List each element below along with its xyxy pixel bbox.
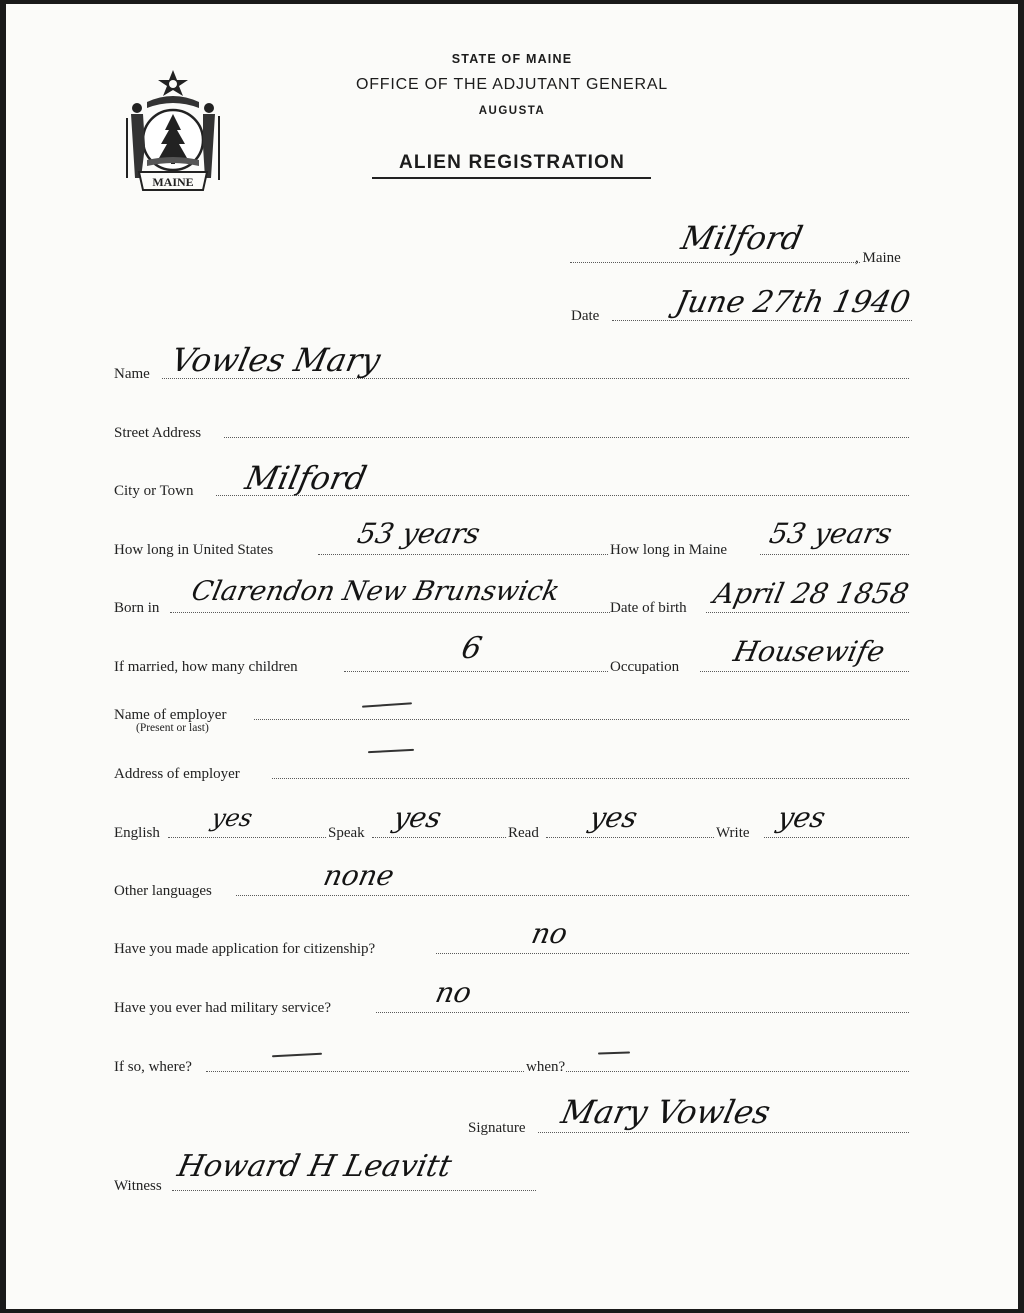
other-languages-line [236, 895, 909, 896]
if-so-where-line [206, 1071, 524, 1072]
children-label: If married, how many children [114, 659, 298, 675]
street-line [224, 437, 909, 438]
date-line [612, 320, 912, 321]
title-underline [372, 177, 651, 179]
witness-label: Witness [114, 1178, 162, 1194]
maine-label: , Maine [855, 250, 901, 266]
write-line [764, 837, 909, 838]
occupation-line [700, 671, 909, 672]
employer-address-label: Address of employer [114, 766, 240, 782]
when-line [566, 1071, 909, 1072]
speak-line [372, 837, 506, 838]
city-label: City or Town [114, 483, 194, 499]
header-office: OFFICE OF THE ADJUTANT GENERAL [355, 76, 669, 93]
signature-value: Mary Vowles [557, 1093, 774, 1131]
military-value: no [432, 976, 475, 1009]
date-of-birth-label: Date of birth [610, 600, 687, 616]
employer-address-line [272, 778, 909, 779]
born-in-line [170, 612, 610, 613]
how-long-us-label: How long in United States [114, 542, 274, 558]
date-of-birth-line [706, 612, 909, 613]
english-value: yes [209, 804, 256, 832]
speak-label: Speak [328, 825, 365, 841]
date-value: June 27th 1940 [672, 285, 914, 320]
speak-value: yes [390, 801, 445, 834]
citizenship-line [436, 953, 909, 954]
signature-line [538, 1132, 909, 1133]
children-line [344, 671, 608, 672]
military-line [376, 1012, 909, 1013]
how-long-maine-label: How long in Maine [610, 542, 728, 558]
employer-line [254, 719, 909, 720]
employer-label: Name of employer [114, 707, 227, 723]
occupation-value: Housewife [730, 635, 888, 668]
header-state: STATE OF MAINE [451, 52, 573, 66]
employer-sublabel: (Present or last) [136, 722, 209, 734]
other-languages-label: Other languages [114, 883, 212, 899]
read-line [546, 837, 714, 838]
how-long-us-value: 53 years [354, 517, 483, 550]
street-label: Street Address [114, 425, 202, 441]
born-in-value: Clarendon New Brunswick [188, 576, 563, 607]
witness-line [172, 1190, 536, 1191]
registration-form-page [6, 4, 1018, 1309]
english-line [168, 837, 326, 838]
when-dash [598, 1051, 630, 1054]
read-label: Read [508, 825, 539, 841]
town-value: Milford [677, 219, 807, 257]
english-label: English [114, 825, 160, 841]
date-of-birth-value: April 28 1858 [710, 577, 912, 610]
children-value: 6 [458, 631, 485, 666]
witness-value: Howard H Leavitt [174, 1149, 455, 1184]
how-long-maine-line [760, 554, 909, 555]
when-label: when? [526, 1059, 566, 1075]
military-label: Have you ever had military service? [114, 1000, 331, 1016]
name-label: Name [114, 366, 150, 382]
name-value: Vowles Mary [167, 341, 384, 379]
how-long-us-line [318, 554, 608, 555]
citizenship-value: no [528, 917, 571, 950]
city-value: Milford [241, 459, 371, 497]
date-label: Date [571, 308, 600, 324]
how-long-maine-value: 53 years [766, 517, 895, 550]
seal-label: MAINE [152, 175, 194, 189]
signature-label: Signature [468, 1120, 526, 1136]
write-label: Write [716, 825, 750, 841]
employer-dash [362, 702, 412, 707]
citizenship-label: Have you made application for citizenship? [114, 941, 376, 957]
born-in-label: Born in [114, 600, 160, 616]
employer-address-dash [368, 749, 414, 753]
header-city: AUGUSTA [478, 105, 546, 117]
form-title: ALIEN REGISTRATION [398, 152, 626, 173]
read-value: yes [586, 801, 641, 834]
occupation-label: Occupation [610, 659, 680, 675]
write-value: yes [774, 801, 829, 834]
other-languages-value: none [320, 859, 398, 892]
town-line [570, 262, 860, 263]
if-so-where-label: If so, where? [114, 1059, 192, 1075]
where-dash [272, 1053, 322, 1058]
